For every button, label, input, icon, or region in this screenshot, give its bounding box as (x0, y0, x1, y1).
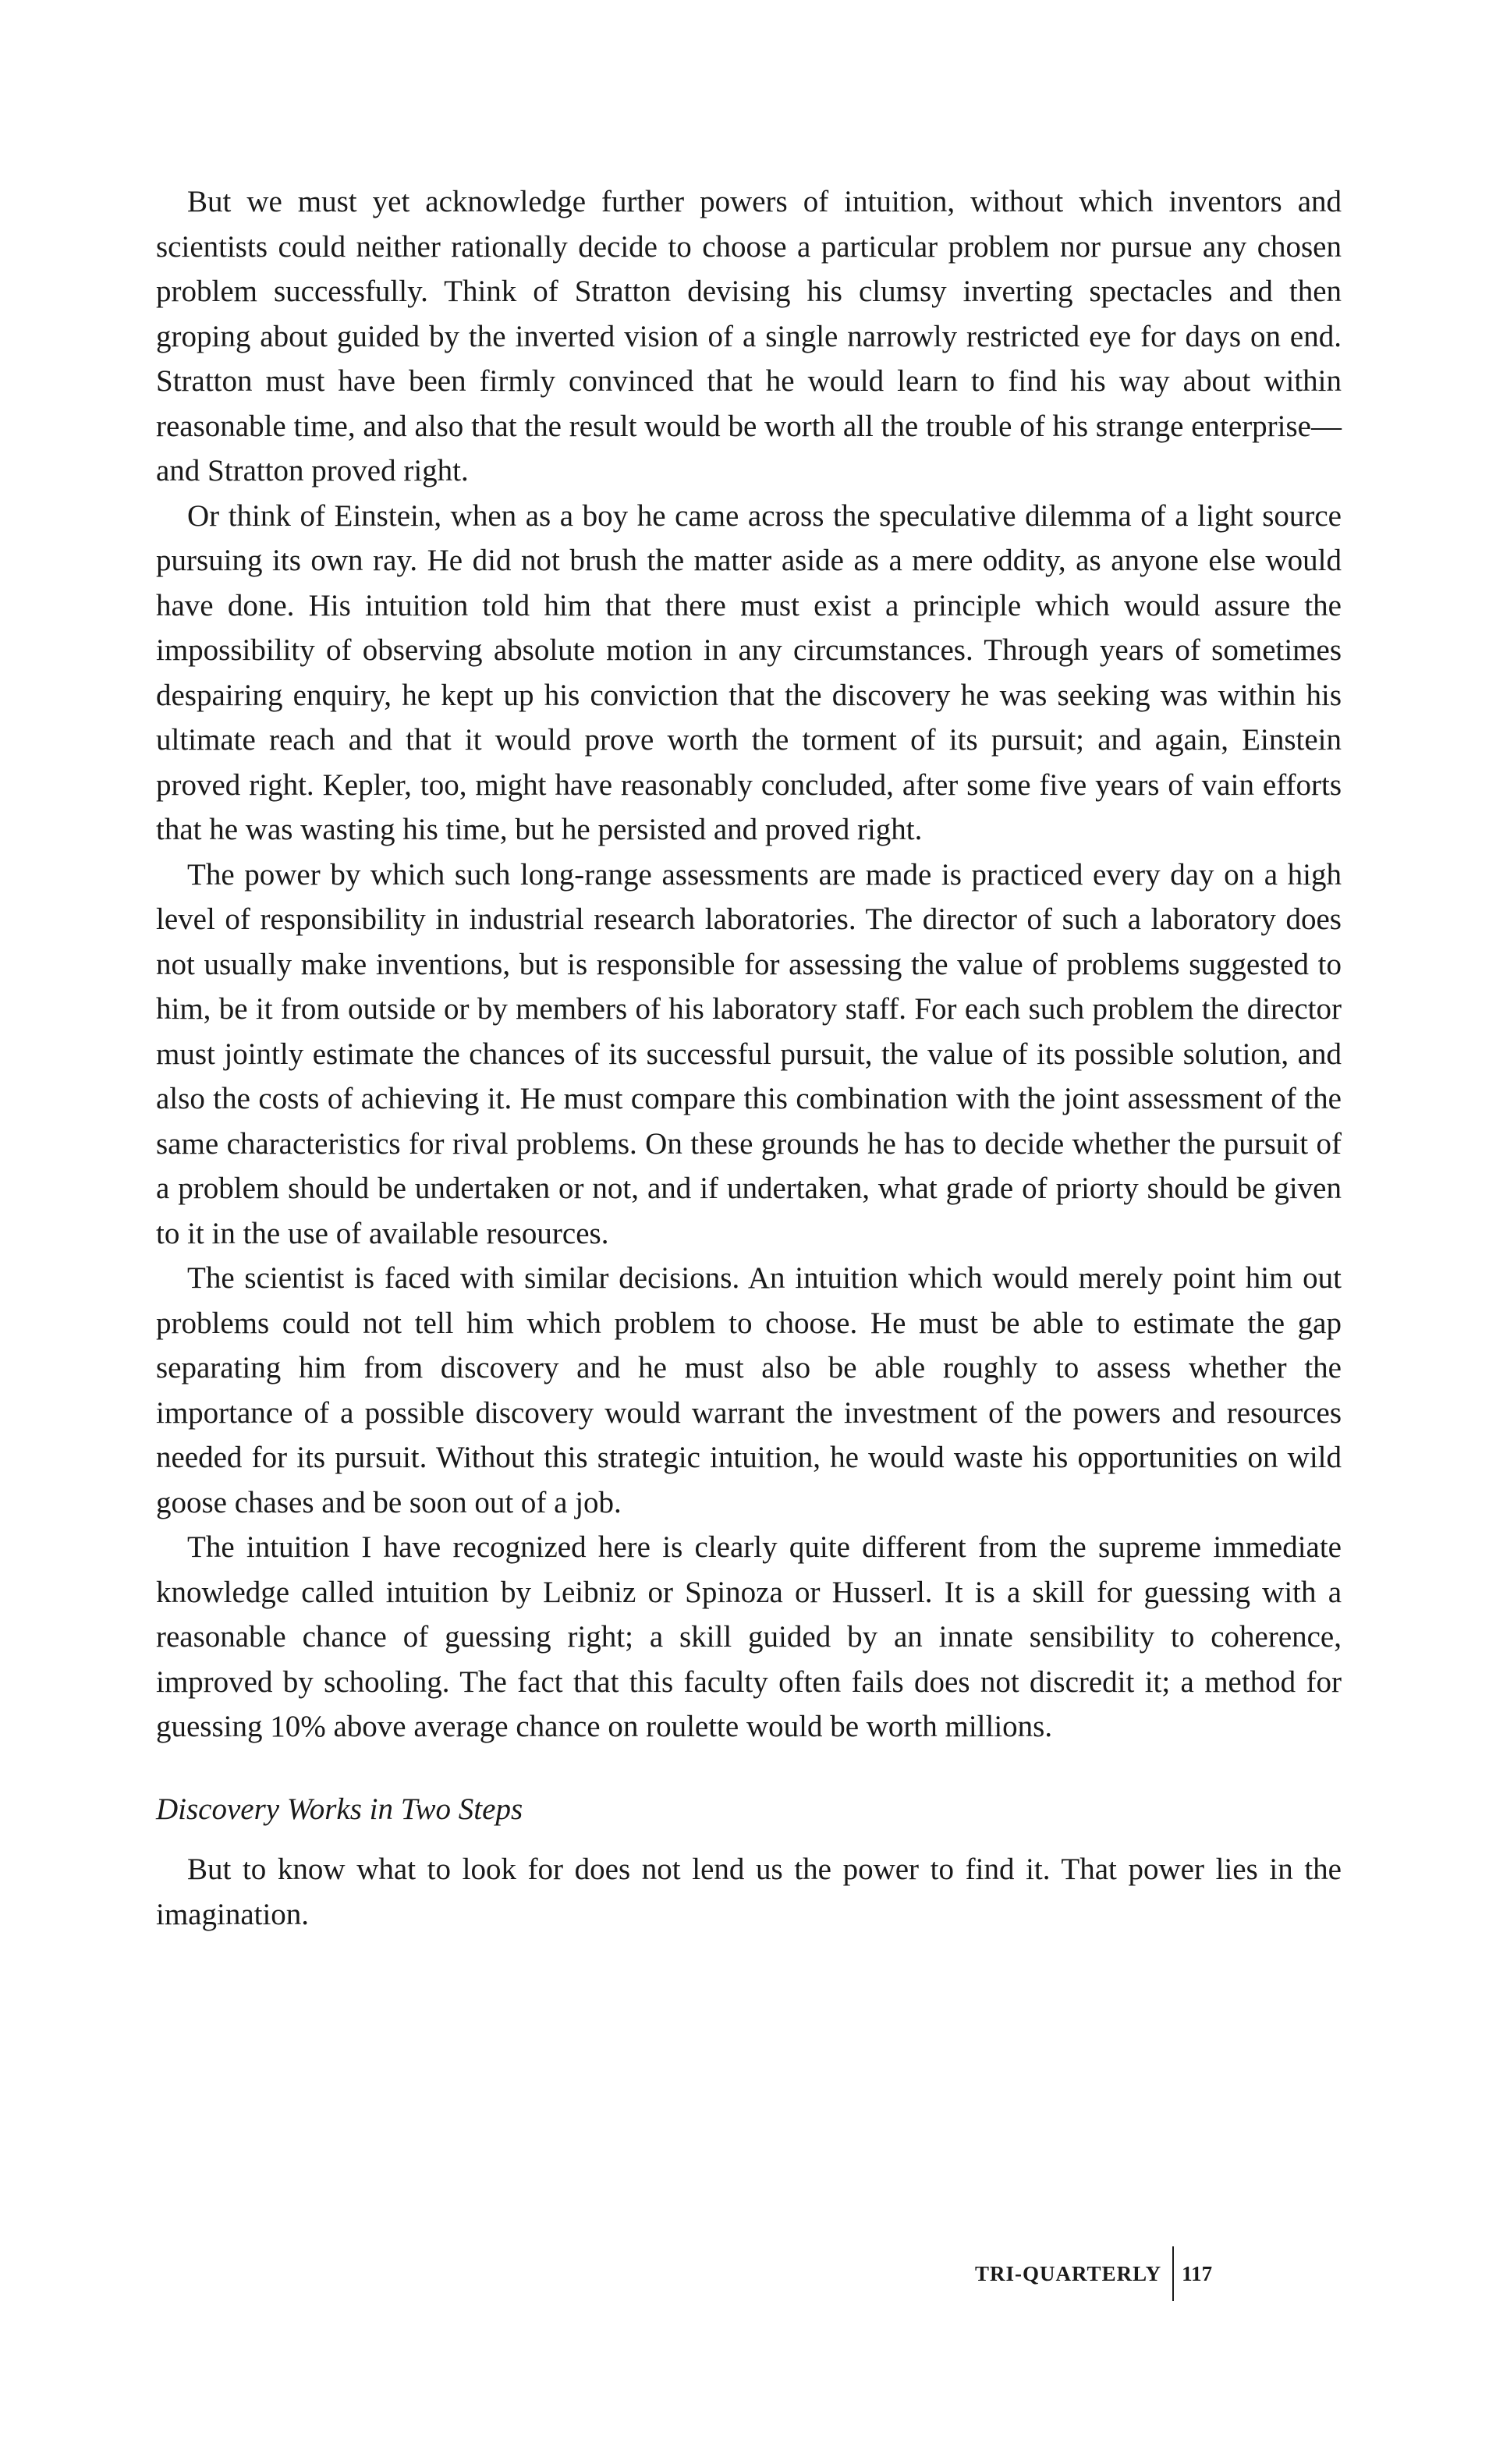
journal-name: TRI-QUARTERLY (975, 2262, 1162, 2285)
page-footer (975, 2246, 1212, 2301)
paragraph-einstein: Or think of Einstein, when as a boy he came across the speculative dilemma of a light source pursuing its own ray. He did not brush the matter aside as a mere oddity, as anyone else would have done. His intuition told him that there must exist a principle which would assure the impossibility of observing absolute motion in any circumstances. Through years of sometimes despairing enquiry, he kept up his conviction that the discovery he was seeking was within his ultimate reach and that it would prove worth the torment of its pursuit; and again, Einstein proved right. Kepler, too, might have reasonably concluded, after some five years of vain efforts that he was wasting his time, but he persisted and proved right. (156, 498, 1342, 846)
article-body (156, 179, 1342, 1937)
paragraph-research-laboratories: The power by which such long-range assessments are made is practiced every day on a high level of responsibility in industrial research laboratories. The director of such a laboratory does not usually make inventions, but is responsible for assessing the value of problems suggested to him, be it from outside or by members of his laboratory staff. For each such problem the director must jointly estimate the chances of its successful pursuit, the value of its possible solution, and also the costs of achieving it. He must compare this combination with the joint assessment of the same characteristics for rival problems. On these grounds he has to decide whether the pursuit of a problem should be undertaken or not, and if undertaken, what grade of priorty should be given to it in the use of available resources. (156, 857, 1342, 1250)
paragraph-intuition-skill: The intuition I have recognized here is clearly quite different from the supreme immediate knowledge called intuition by Leibniz or Spinoza or Husserl. It is a skill for guessing with a reasonable chance of guessing right; a skill guided by an innate sensibility to coherence, improved by schooling. The fact that this faculty often fails does not discredit it; a method for guessing 10% above average chance on roulette would be worth millions. (156, 1530, 1342, 1743)
paragraph-intuition-powers: But we must yet acknowledge further powers of intuition, without which inventors and scientists could neither rationally decide to choose a particular problem nor pursue any chosen problem successfully. Think of Stratton devising his clumsy inverting spectacles and then groping about guided by the inverted vision of a single narrowly restricted eye for days on end. Stratton must have been firmly convinced that he would learn to find his way about within reasonable time, and also that the result would be worth all the trouble of his strange enterprise—and Stratton proved right. (156, 185, 1342, 487)
paragraph-imagination: But to know what to look for does not lend us the power to find it. That power lies in the imagination. (156, 1852, 1342, 1931)
section-heading: Discovery Works in Two Steps (156, 1792, 523, 1826)
page-number: 117 (1182, 2262, 1213, 2285)
paragraph-scientist-decisions: The scientist is faced with similar decisions. An intuition which would merely point him out problems could not tell him which problem to choose. He must be able to estimate the gap separating him from discovery and he must also be able roughly to assess whether the importance of a possible discovery would warrant the investment of the powers and resources needed for its pursuit. Without this strategic intuition, he would waste his opportunities on wild goose chases and be soon out of a job. (156, 1261, 1342, 1519)
